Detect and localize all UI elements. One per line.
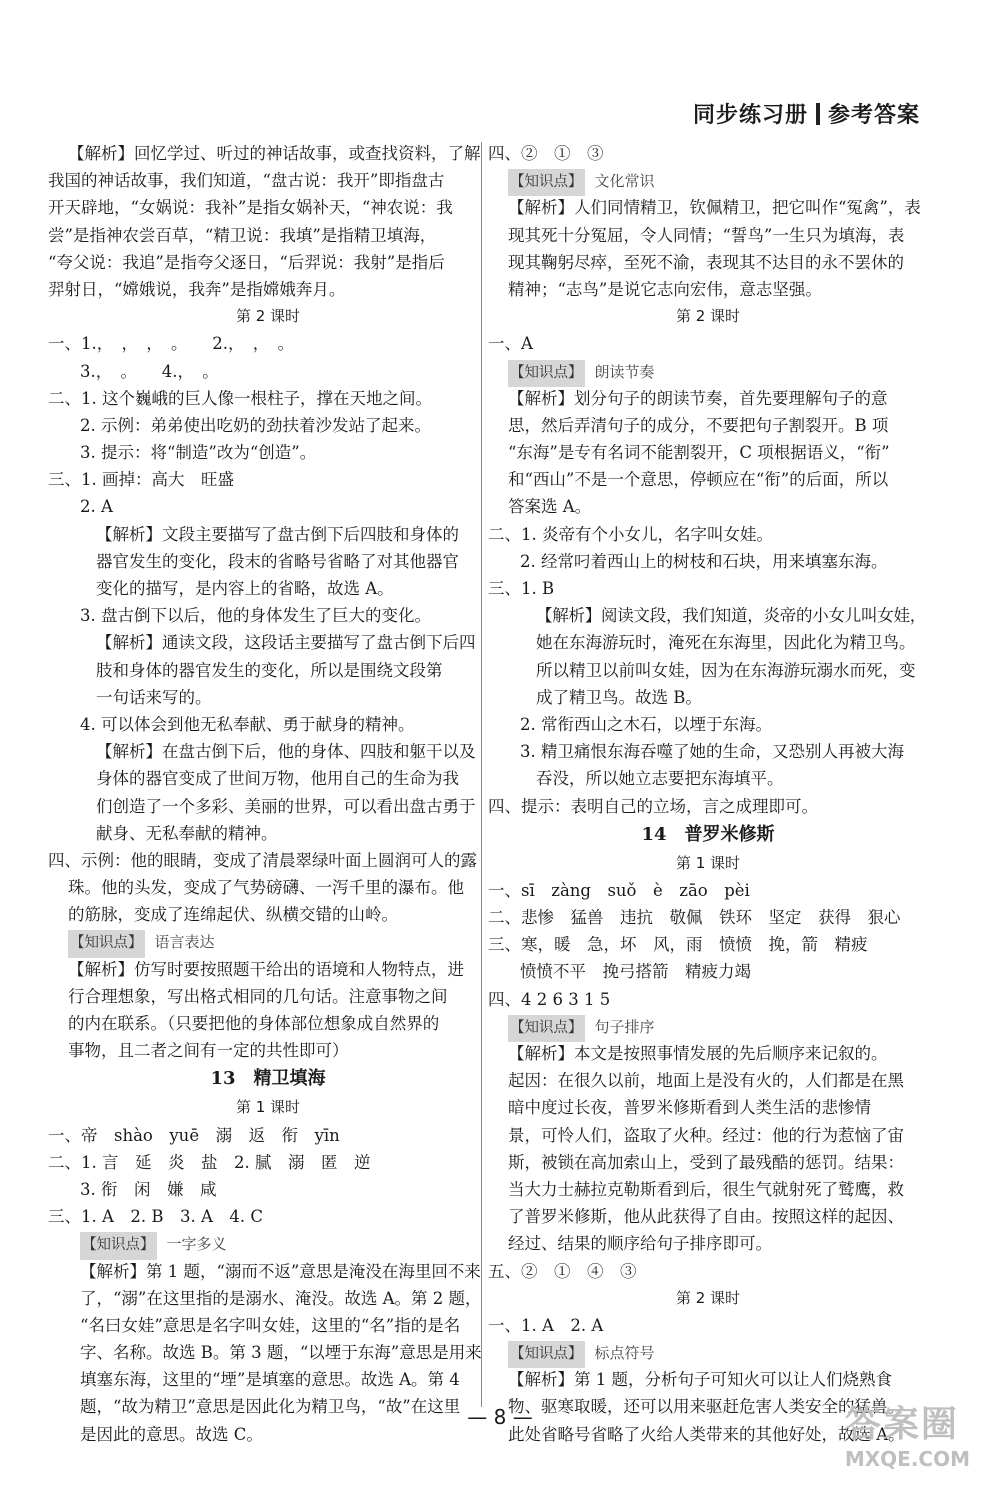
answer-line: 愤愤不平 挽弓搭箭 精疲力竭: [520, 962, 751, 982]
answer-line: 3. 精卫痛恨东海吞噬了她的生命，又恐别人再被大海: [520, 742, 904, 762]
answer-line: 二、1. 炎帝有个小女儿，名字叫女娃。: [488, 524, 773, 544]
text-line: 起因：在很久以前，地面上是没有火的，人们都是在黑: [508, 1071, 904, 1091]
text-line: 的内在联系。（只要把他的身体部位想象成自然界的: [68, 1014, 440, 1033]
page-header: [693, 98, 920, 129]
text-line: 的筋脉，变成了连绵起伏、纵横交错的山岭。: [68, 905, 398, 925]
knowledge-value: 一字多义: [166, 1235, 227, 1254]
text-line: 器官发生的变化，段末的省略号省略了对其他器官: [96, 551, 459, 571]
text-line: 思，然后弄清句子的成分，不要把句子割裂开。B 项: [508, 415, 889, 435]
left-column: [48, 140, 488, 1448]
answer-line: 二、1. 言 延 炎 盐 2. 腻 溺 匿 逆: [48, 1152, 371, 1172]
text-line: 尝”是指神农尝百草，“精卫说：我填”是指精卫填海，: [48, 225, 437, 245]
text-line: 肢和身体的器官发生的变化，所以是围绕文段第: [96, 660, 443, 680]
text-line: 【解析】仿写时要按照题干给出的语境和人物特点，进: [68, 959, 464, 979]
answer-line: 三、1. A 2. B 3. A 4. C: [48, 1207, 264, 1227]
text-line: 珠。他的头发，变成了气势磅礴、一泻千里的瀑布。他: [68, 878, 464, 898]
knowledge-tag: 【知识点】: [80, 1232, 157, 1259]
text-line: 变化的描写，是内容上的省略，故选 A。: [96, 579, 394, 598]
knowledge-tag: 【知识点】: [508, 1015, 585, 1042]
answer-line: 五、② ① ④ ③: [488, 1261, 637, 1281]
text-line: 【解析】文段主要描写了盘古倒下后四肢和身体的: [96, 524, 459, 544]
text-line: 景，可怜人们，盗取了火种。经过：他的行为惹恼了宙: [508, 1125, 904, 1145]
text-line: 事物，且二者之间有一定的共性即可）: [68, 1041, 349, 1061]
watermark-url: MXQE.COM: [844, 1447, 970, 1471]
answer-line: 3.， 。 4.， 。: [80, 361, 219, 381]
text-line: 现其鞠躬尽瘁，至死不渝，表现其不达目的永不罢休的: [508, 252, 904, 272]
knowledge-value: 文化常识: [594, 172, 655, 191]
text-line: 【解析】划分句子的朗读节奏，首先要理解句子的意: [508, 388, 888, 408]
text-line: 斯，被锁在高加索山上，受到了最残酷的惩罚。结果：: [508, 1152, 904, 1172]
answer-line: 四、示例：他的眼睛，变成了清晨翠绿叶面上圆润可人的露: [48, 850, 477, 870]
lesson-title: 13 精卫填海: [210, 1068, 326, 1090]
knowledge-point: [48, 928, 488, 955]
answer-line: 三、寒，暖 急，坏 风，雨 愤愤 挽，箭 精疲: [488, 935, 868, 955]
knowledge-value: 语言表达: [154, 933, 215, 952]
knowledge-point: [488, 358, 928, 385]
answer-line: 一、帝 shào yuē 溺 返 衔 yīn: [48, 1125, 340, 1145]
watermark: [845, 1396, 970, 1471]
text-line: 【解析】人们同情精卫，钦佩精卫，把它叫作“冤禽”，表: [508, 198, 921, 218]
lesson-heading: 第 2 课时: [675, 307, 741, 326]
answer-line: 2. 经常叼着西山上的树枝和石块，用来填塞东海。: [520, 551, 888, 571]
text-line: 填塞东海，这里的“堙”是填塞的意思。故选 A。第 4: [80, 1370, 460, 1390]
lesson-heading: 第 1 课时: [675, 853, 741, 872]
text-line: 羿射日，“嫦娥说，我奔”是指嫦娥奔月。: [48, 279, 346, 299]
answer-line: 三、1. 画掉：高大 旺盛: [48, 470, 234, 490]
text-line: 【解析】通读文段，这段话主要描写了盘古倒下后四: [96, 633, 476, 653]
text-line: 字、名称。故选 B。第 3 题，“以堙于东海”意思是用来: [80, 1343, 482, 1363]
knowledge-tag: 【知识点】: [508, 1341, 585, 1368]
answer-line: 2. 常衔西山之木石，以堙于东海。: [520, 714, 772, 734]
text-line: 当大力士赫拉克勒斯看到后，很生气就射死了鹫鹰，救: [508, 1179, 904, 1199]
knowledge-point: [488, 1013, 928, 1040]
text-line: “东海”是专有名词不能割裂开，C 项根据语义，“衔”: [508, 443, 890, 463]
text-line: 答案选 A。: [508, 497, 592, 517]
knowledge-value: 朗读节奏: [594, 362, 655, 381]
answer-line: 一、A: [488, 334, 533, 354]
watermark-logo: 答案圈: [844, 1404, 959, 1445]
knowledge-value: 标点符号: [594, 1344, 655, 1363]
knowledge-tag: 【知识点】: [508, 360, 585, 387]
text-line: 【解析】回忆学过、听过的神话故事，或查找资料，了解: [68, 144, 481, 163]
header-separator: [816, 103, 820, 125]
answer-line: 一、sī zàng suǒ è zāo pèi: [488, 880, 750, 900]
knowledge-tag: 【知识点】: [68, 930, 145, 957]
text-line: 【解析】第 1 题，分析句子可知火可以让人们烧熟食: [508, 1370, 892, 1390]
text-line: 身体的器官变成了世间万物，他用自己的生命为我: [96, 769, 459, 789]
answer-line: 3. 盘古倒下以后，他的身体发生了巨大的变化。: [80, 606, 431, 626]
text-line: 题，“故为精卫”意思是因此化为精卫鸟，“故”在这里: [80, 1397, 461, 1417]
answer-line: 一、1. A 2. A: [488, 1315, 604, 1335]
text-line: 所以精卫以前叫女娃，因为在东海游玩溺水而死，变: [536, 660, 916, 680]
answer-line: 3. 提示：将“制造”改为“创造”。: [80, 443, 317, 463]
answer-line: 2. 示例：弟弟使出吃奶的劲扶着沙发站了起来。: [80, 415, 431, 435]
text-line: 【解析】阅读文段，我们知道，炎帝的小女儿叫女娃，: [536, 606, 926, 626]
text-line: 和“西山”不是一个意思，停顿应在“衔”的后面，所以: [508, 470, 889, 490]
text-line: 【解析】在盘古倒下后，他的身体、四肢和躯干以及: [96, 742, 476, 762]
lesson-heading: 第 2 课时: [675, 1288, 741, 1307]
knowledge-value: 句子排序: [594, 1017, 655, 1036]
knowledge-point: [48, 1230, 488, 1257]
answer-line: 四、② ① ③: [488, 144, 604, 163]
text-line: 【解析】本文是按照事情发展的先后顺序来记叙的。: [508, 1044, 888, 1063]
text-line: 精神；“志鸟”是说它志向宏伟，意志坚强。: [508, 279, 822, 299]
text-line: 了，“溺”在这里指的是溺水、淹没。故选 A。第 2 题，: [80, 1288, 482, 1308]
knowledge-point: [488, 167, 928, 194]
answer-line: 4. 可以体会到他无私奉献、勇于献身的精神。: [80, 714, 415, 734]
right-column: [488, 140, 928, 1448]
text-line: 成了精卫鸟。故选 B。: [536, 687, 702, 707]
lesson-title: 14 普罗米修斯: [641, 823, 775, 845]
lesson-heading: 第 1 课时: [235, 1098, 301, 1117]
text-line: 是因此的意思。故选 C。: [80, 1424, 263, 1444]
text-line: 她在东海游玩时，淹死在东海里，因此化为精卫鸟。: [536, 633, 916, 653]
text-line: 开天辟地，“女娲说：我补”是指女娲补天，“神农说：我: [48, 198, 453, 218]
answer-line: 四、提示：表明自己的立场，言之成理即可。: [488, 796, 818, 816]
text-line: 【解析】第 1 题，“溺而不返”意思是淹没在海里回不来: [80, 1261, 481, 1281]
lesson-heading: 第 2 课时: [235, 307, 301, 326]
knowledge-point: [488, 1339, 928, 1366]
header-section-title: 参考答案: [827, 103, 920, 128]
answer-line: 3. 衔 闲 嫌 咸: [80, 1179, 217, 1199]
text-line: 们创造了一个多彩、美丽的世界，可以看出盘古勇于: [96, 796, 476, 816]
text-line: “名曰女娃”意思是名字叫女娃，这里的“名”指的是名: [80, 1315, 461, 1335]
answer-line: 一、1.， ， ， 。 2.， ， 。: [48, 334, 294, 354]
page-number: — 8 —: [467, 1405, 533, 1429]
header-book-title: 同步练习册: [692, 103, 808, 128]
text-line: 暗中度过长夜，普罗米修斯看到人类生活的悲惨情: [508, 1098, 871, 1118]
answer-line: 2. A: [80, 497, 113, 517]
text-line: 我国的神话故事，我们知道，“盘古说：我开”即指盘古: [48, 171, 445, 191]
text-line: 献身、无私奉献的精神。: [96, 823, 278, 843]
text-line: 物、驱寒取暖，还可以用来驱赶危害人类安全的猛兽。: [508, 1397, 904, 1417]
answer-line: 四、4 2 6 3 1 5: [488, 989, 611, 1009]
text-line: 此处省略号省略了火给人类带来的其他好处，故选 A。: [508, 1424, 905, 1444]
text-line: 吞没，所以她立志要把东海填平。: [536, 769, 784, 789]
text-line: 了普罗米修斯，他从此获得了自由。按照这样的起因、: [508, 1207, 904, 1227]
answer-line: 二、悲惨 猛兽 违抗 敬佩 铁环 坚定 获得 狠心: [488, 908, 901, 928]
knowledge-tag: 【知识点】: [508, 169, 585, 196]
text-line: “夸父说：我追”是指夸父逐日，“后羿说：我射”是指后: [48, 252, 445, 272]
answer-line: 二、1. 这个巍峨的巨人像一根柱子，撑在天地之间。: [48, 388, 432, 408]
text-line: 现其死十分冤屈，令人同情；“誓鸟”一生只为填海，表: [508, 225, 905, 245]
answer-line: 三、1. B: [488, 579, 555, 598]
text-line: 一句话来写的。: [96, 687, 212, 707]
text-line: 行合理想象，写出格式相同的几句话。注意事物之间: [68, 986, 448, 1006]
text-line: 经过、结果的顺序给句子排序即可。: [508, 1234, 772, 1254]
